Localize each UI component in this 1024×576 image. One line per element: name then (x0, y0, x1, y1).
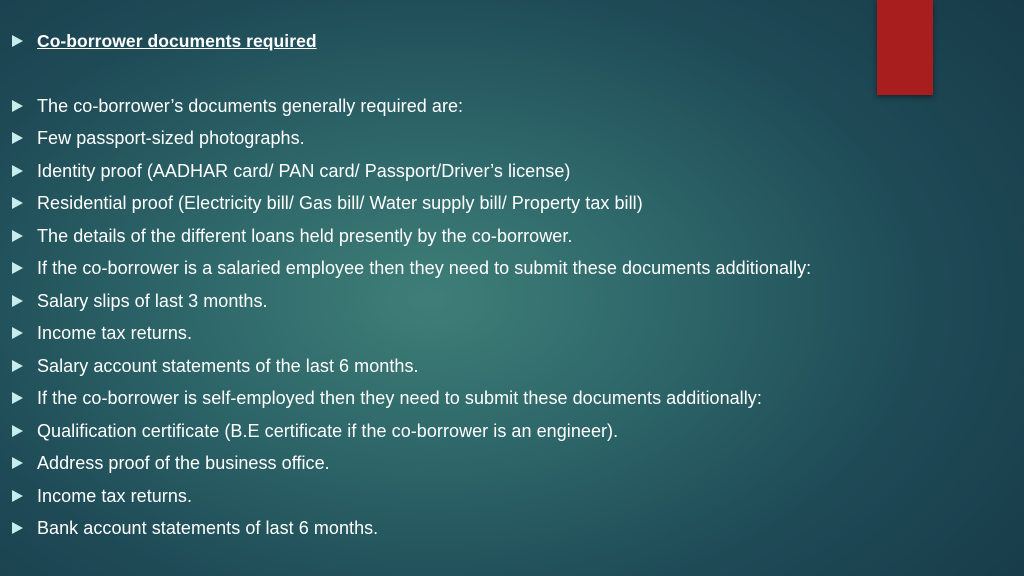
list-item (0, 253, 1010, 283)
triangle-bullet-icon (12, 165, 23, 177)
list-item (0, 221, 1010, 251)
list-item (0, 318, 1010, 348)
list-item-text: The details of the different loans held presently by the co-borrower. (37, 226, 573, 246)
list-item (0, 513, 1010, 543)
list-item-text: If the co-borrower is a salaried employee then they need to submit these documents additionally: (37, 258, 812, 278)
list-item (0, 188, 1010, 218)
triangle-bullet-icon (12, 425, 23, 437)
list-item-text: Bank account statements of last 6 months. (37, 518, 379, 538)
triangle-bullet-icon (12, 35, 23, 47)
triangle-bullet-icon (12, 360, 23, 372)
triangle-bullet-icon (12, 457, 23, 469)
list-item (0, 481, 1010, 511)
triangle-bullet-icon (12, 295, 23, 307)
heading-item (0, 26, 1010, 56)
triangle-bullet-icon (12, 262, 23, 274)
list-item-text: Salary account statements of the last 6 months. (37, 356, 419, 376)
list-item-text: Identity proof (AADHAR card/ PAN card/ Passport/Driver’s license) (37, 161, 571, 181)
triangle-bullet-icon (12, 327, 23, 339)
list-item (0, 286, 1010, 316)
triangle-bullet-icon (12, 392, 23, 404)
list-item-text: Residential proof (Electricity bill/ Gas bill/ Water supply bill/ Property tax bill) (37, 193, 643, 213)
list-item (0, 383, 1010, 413)
list-item (0, 416, 1010, 446)
triangle-bullet-icon (12, 522, 23, 534)
list-item (0, 91, 1010, 121)
triangle-bullet-icon (12, 132, 23, 144)
list-item-text: Qualification certificate (B.E certificate if the co-borrower is an engineer). (37, 421, 619, 441)
list-item-text: The co-borrower’s documents generally required are: (37, 96, 464, 116)
list-item-text: Few passport-sized photographs. (37, 128, 305, 148)
triangle-bullet-icon (12, 197, 23, 209)
list-item-text: Address proof of the business office. (37, 453, 330, 473)
list-item-text: Income tax returns. (37, 486, 193, 506)
list-item (0, 156, 1010, 186)
list-item-text: If the co-borrower is self-employed then they need to submit these documents additionally: (37, 388, 762, 408)
triangle-bullet-icon (12, 490, 23, 502)
triangle-bullet-icon (12, 100, 23, 112)
list-item (0, 123, 1010, 153)
list-item (0, 351, 1010, 381)
slide-heading: Co-borrower documents required (37, 31, 317, 51)
triangle-bullet-icon (12, 230, 23, 242)
list-item-text: Salary slips of last 3 months. (37, 291, 268, 311)
list-item (0, 448, 1010, 478)
list-item-text: Income tax returns. (37, 323, 193, 343)
